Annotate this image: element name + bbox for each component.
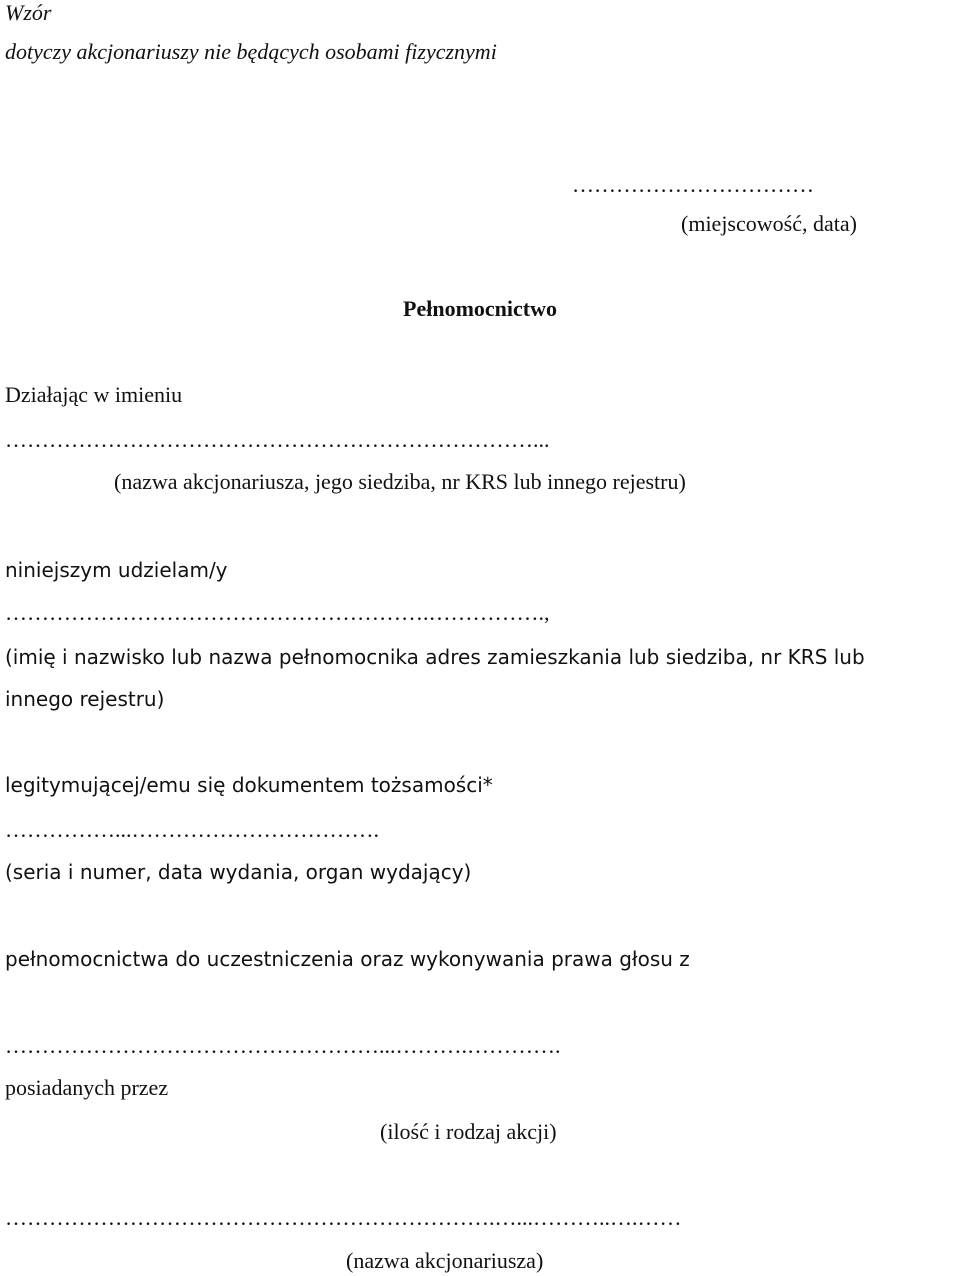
grant-caption-line1: (imię i nazwisko lub nazwa pełnomocnika adres zamieszkania lub siedziba, nr KRS lub (5, 645, 865, 669)
identity-dots: ……………...……………………………. (5, 817, 379, 842)
grant-label: niniejszym udzielam/y (5, 558, 228, 582)
page-title: Pełnomocnictwo (403, 296, 557, 321)
shareholder-caption: (nazwa akcjonariusza) (346, 1248, 544, 1273)
shares-caption: (ilość i rodzaj akcji) (380, 1119, 557, 1144)
header-subtitle: dotyczy akcjonariuszy nie będących osobami fizycznymi (5, 39, 497, 64)
place-date-caption: (miejscowość, data) (681, 211, 857, 236)
identity-label: legitymującej/emu się dokumentem tożsamości* (5, 773, 493, 797)
held-by-label: posiadanych przez (5, 1075, 169, 1100)
identity-caption: (seria i numer, data wydania, organ wydający) (5, 860, 472, 884)
authority-dots: ……………………………………………...……….…………. (5, 1033, 561, 1058)
shareholder-dots: ………………………………………………………….…...………..….…… (5, 1205, 682, 1230)
acting-label: Działając w imieniu (5, 382, 183, 407)
place-date-dots: …………………………… (572, 172, 814, 197)
authority-label: pełnomocnictwa do uczestniczenia oraz wykonywania prawa głosu z (5, 947, 690, 971)
acting-caption: (nazwa akcjonariusza, jego siedziba, nr KRS lub innego rejestru) (114, 469, 686, 494)
grant-caption-line2: innego rejestru) (5, 687, 165, 711)
grant-dots: ………………………………………………….……………., (5, 600, 550, 625)
acting-dots: ………………………………………………………………... (5, 427, 550, 452)
header-label: Wzór (5, 0, 52, 25)
